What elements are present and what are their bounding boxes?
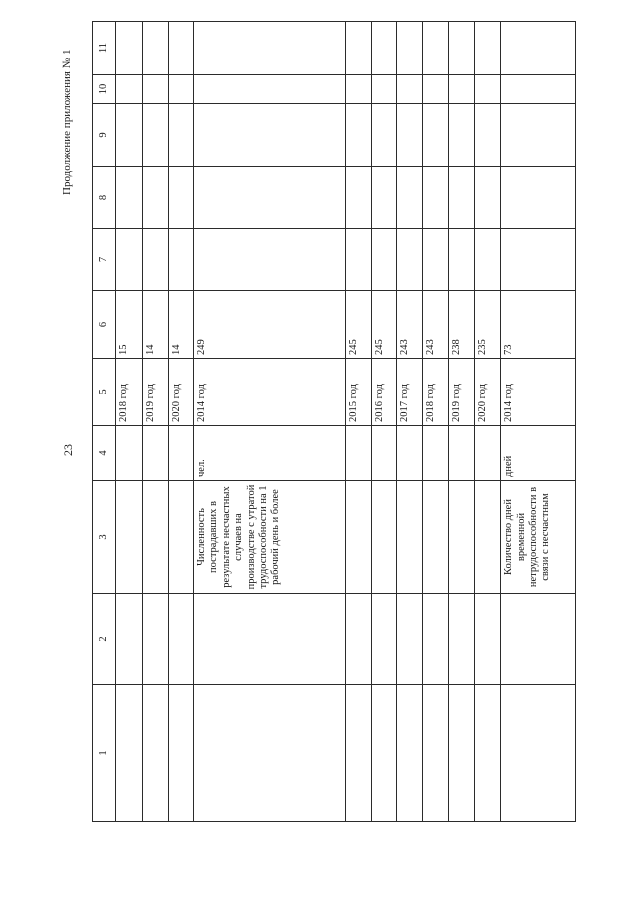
cell-empty xyxy=(168,167,193,229)
cell-empty xyxy=(397,104,423,167)
cell-empty xyxy=(371,229,396,291)
cell-empty xyxy=(448,167,474,229)
cell-c3 xyxy=(345,481,371,594)
cell-c5: 2019 год xyxy=(142,359,168,426)
cell-empty xyxy=(397,75,423,104)
cell-c3 xyxy=(423,481,448,594)
cell-empty xyxy=(168,75,193,104)
cell-c6: 243 xyxy=(423,291,448,359)
cell-empty xyxy=(448,104,474,167)
cell-empty xyxy=(116,104,142,167)
cell-empty xyxy=(116,22,142,75)
cell-c6: 15 xyxy=(116,291,142,359)
cell-empty xyxy=(168,229,193,291)
cell-c3 xyxy=(371,481,396,594)
cell-c3 xyxy=(116,481,142,594)
cell-c2 xyxy=(345,594,371,685)
header-cell: 5 xyxy=(93,359,116,426)
cell-empty xyxy=(345,167,371,229)
cell-empty xyxy=(474,75,500,104)
header-cell: 10 xyxy=(93,75,116,104)
cell-c5: 2014 год xyxy=(501,359,576,426)
cell-c4 xyxy=(397,426,423,481)
cell-empty xyxy=(423,167,448,229)
cell-c2 xyxy=(474,594,500,685)
header-cell: 11 xyxy=(93,22,116,75)
header-row xyxy=(93,22,116,822)
cell-c2 xyxy=(423,594,448,685)
cell-c4 xyxy=(474,426,500,481)
cell-empty xyxy=(142,229,168,291)
cell-c1 xyxy=(371,685,396,822)
cell-empty xyxy=(397,22,423,75)
cell-empty xyxy=(474,229,500,291)
cell-empty xyxy=(168,104,193,167)
table-row xyxy=(397,22,423,822)
table-row xyxy=(194,22,346,822)
cell-c6: 14 xyxy=(168,291,193,359)
cell-c4 xyxy=(371,426,396,481)
cell-c3: Количество дней временной нетрудоспособности в связи с несчастным xyxy=(501,481,576,594)
cell-c6: 245 xyxy=(345,291,371,359)
cell-c2 xyxy=(397,594,423,685)
cell-c6: 73 xyxy=(501,291,576,359)
cell-empty xyxy=(474,167,500,229)
cell-c4 xyxy=(345,426,371,481)
cell-empty xyxy=(448,75,474,104)
cell-c5: 2017 год xyxy=(397,359,423,426)
cell-c5: 2016 год xyxy=(371,359,396,426)
cell-c2 xyxy=(142,594,168,685)
cell-empty xyxy=(501,75,576,104)
cell-empty xyxy=(345,75,371,104)
cell-empty xyxy=(423,75,448,104)
continuation-note: Продолжение приложения № 1 xyxy=(61,49,73,195)
cell-empty xyxy=(501,22,576,75)
cell-empty xyxy=(345,229,371,291)
cell-c3 xyxy=(142,481,168,594)
header-cell: 9 xyxy=(93,104,116,167)
cell-c6: 243 xyxy=(397,291,423,359)
cell-c4 xyxy=(423,426,448,481)
cell-c1 xyxy=(168,685,193,822)
cell-c5: 2015 год xyxy=(345,359,371,426)
header-cell: 8 xyxy=(93,167,116,229)
cell-empty xyxy=(116,75,142,104)
cell-c1 xyxy=(194,685,346,822)
cell-empty xyxy=(474,22,500,75)
cell-c6: 238 xyxy=(448,291,474,359)
table-row xyxy=(474,22,500,822)
header-cell: 2 xyxy=(93,594,116,685)
cell-c1 xyxy=(345,685,371,822)
cell-c6: 14 xyxy=(142,291,168,359)
cell-empty xyxy=(397,229,423,291)
cell-c5: 2018 год xyxy=(116,359,142,426)
cell-empty xyxy=(142,167,168,229)
cell-c3 xyxy=(397,481,423,594)
cell-c6: 245 xyxy=(371,291,396,359)
cell-empty xyxy=(448,22,474,75)
table-row xyxy=(371,22,396,822)
cell-c3 xyxy=(474,481,500,594)
cell-empty xyxy=(423,104,448,167)
cell-empty xyxy=(142,75,168,104)
cell-c2 xyxy=(168,594,193,685)
table-row xyxy=(345,22,371,822)
cell-c6: 249 xyxy=(194,291,346,359)
cell-c5: 2014 год xyxy=(194,359,346,426)
cell-c5: 2020 год xyxy=(168,359,193,426)
cell-c5: 2019 год xyxy=(448,359,474,426)
table-row xyxy=(168,22,193,822)
cell-c1 xyxy=(142,685,168,822)
cell-c4 xyxy=(168,426,193,481)
cell-c5: 2020 год xyxy=(474,359,500,426)
rotated-table-frame xyxy=(92,22,576,822)
cell-empty xyxy=(501,104,576,167)
cell-empty xyxy=(194,167,346,229)
cell-empty xyxy=(194,104,346,167)
cell-empty xyxy=(397,167,423,229)
cell-empty xyxy=(448,229,474,291)
cell-empty xyxy=(116,229,142,291)
header-cell: 6 xyxy=(93,291,116,359)
cell-c1 xyxy=(448,685,474,822)
cell-c2 xyxy=(501,594,576,685)
cell-empty xyxy=(345,104,371,167)
cell-empty xyxy=(474,104,500,167)
cell-c4: чел. xyxy=(194,426,346,481)
cell-empty xyxy=(142,104,168,167)
cell-empty xyxy=(371,167,396,229)
cell-empty xyxy=(116,167,142,229)
cell-empty xyxy=(501,167,576,229)
cell-empty xyxy=(194,75,346,104)
cell-c2 xyxy=(116,594,142,685)
cell-empty xyxy=(371,22,396,75)
cell-c5: 2018 год xyxy=(423,359,448,426)
cell-c3: Численность пострадавших в результате несчастных случаев на производстве с утратой трудоспособности на 1 рабочий день и более xyxy=(194,481,346,594)
cell-c1 xyxy=(397,685,423,822)
cell-empty xyxy=(371,75,396,104)
cell-empty xyxy=(194,22,346,75)
cell-empty xyxy=(194,229,346,291)
cell-c2 xyxy=(448,594,474,685)
header-cell: 4 xyxy=(93,426,116,481)
cell-c2 xyxy=(371,594,396,685)
cell-c4 xyxy=(448,426,474,481)
cell-empty xyxy=(371,104,396,167)
table-row xyxy=(501,22,576,822)
header-cell: 1 xyxy=(93,685,116,822)
cell-c3 xyxy=(448,481,474,594)
cell-c1 xyxy=(474,685,500,822)
indicators-table xyxy=(92,21,576,822)
header-cell: 7 xyxy=(93,229,116,291)
cell-c1 xyxy=(501,685,576,822)
cell-empty xyxy=(142,22,168,75)
cell-empty xyxy=(345,22,371,75)
cell-empty xyxy=(168,22,193,75)
cell-empty xyxy=(423,22,448,75)
cell-c3 xyxy=(168,481,193,594)
table-row xyxy=(448,22,474,822)
cell-c2 xyxy=(194,594,346,685)
cell-c4 xyxy=(142,426,168,481)
table-row xyxy=(142,22,168,822)
table-row xyxy=(116,22,142,822)
cell-c4: дней xyxy=(501,426,576,481)
cell-c4 xyxy=(116,426,142,481)
cell-c6: 235 xyxy=(474,291,500,359)
cell-empty xyxy=(501,229,576,291)
cell-c1 xyxy=(116,685,142,822)
cell-empty xyxy=(423,229,448,291)
header-cell: 3 xyxy=(93,481,116,594)
page-number: 23 xyxy=(61,444,75,456)
cell-c1 xyxy=(423,685,448,822)
table-row xyxy=(423,22,448,822)
